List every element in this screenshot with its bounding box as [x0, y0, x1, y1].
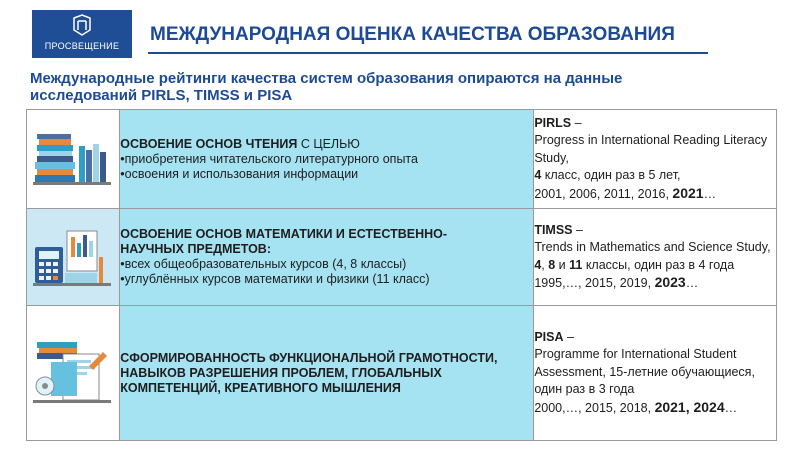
subtitle-line-2: исследований PIRLS, TIMSS и PISA: [30, 87, 293, 104]
study-years: [534, 399, 776, 418]
row-study-cell: [534, 110, 777, 209]
study-frequency: [534, 257, 776, 275]
study-dash: –: [563, 329, 574, 344]
study-name: Trends in Mathematics and Science Study,: [534, 240, 771, 254]
grade-number: 4: [534, 168, 542, 183]
table-row-pisa: [27, 306, 777, 441]
row-theme-cell: [120, 110, 534, 209]
row-theme-cell: [120, 306, 534, 441]
years-text: 1995,…, 2015, 2019,: [534, 276, 655, 290]
study-dash: –: [571, 115, 582, 130]
logo-mark-icon: [73, 14, 91, 36]
row-study-cell: [534, 306, 777, 441]
study-frequency: один раз в 3 года: [534, 382, 635, 397]
theme-heading-line: ОСВОЕНИЕ ОСНОВ МАТЕМАТИКИ И ЕСТЕСТВЕННО-: [120, 227, 448, 241]
frequency-text: класс, один раз в 5 лет,: [541, 168, 681, 183]
page-subtitle: [30, 70, 750, 104]
logo-text: ПРОСВЕЩЕНИЕ: [44, 41, 120, 51]
theme-bullet: • освоения и использования информации: [120, 167, 533, 182]
grade-separator: и: [555, 257, 570, 272]
publisher-logo: [32, 10, 132, 58]
study-code: PIRLS: [534, 115, 572, 130]
study-years: [534, 274, 776, 293]
frequency-text: классы, один раз в 4 года: [582, 257, 735, 272]
row-illustration: [27, 209, 120, 306]
study-title: [534, 222, 776, 240]
row-theme-cell: [120, 209, 534, 306]
theme-text: ОСВОЕНИЕ ОСНОВ ЧТЕНИЯ: [120, 136, 298, 151]
row-study-cell: [534, 209, 777, 306]
years-highlight: 2021, 2024: [654, 398, 725, 415]
calculator-icon: [33, 227, 113, 287]
study-name: Programme for International Student Assessment, 15-летние обучающиеся,: [534, 347, 755, 379]
subtitle-line-1: Международные рейтинги качества систем образования опираются на данные: [30, 70, 623, 87]
assessment-table: [26, 109, 777, 441]
theme-bullet: • приобретения читательского литературного опыта: [120, 152, 533, 167]
theme-heading: [120, 137, 533, 152]
years-text: 2000,…, 2015, 2018,: [534, 400, 655, 415]
study-dash: –: [572, 222, 583, 237]
row-illustration: [27, 110, 120, 209]
study-code: TIMSS: [534, 222, 573, 237]
years-highlight: 2021: [672, 184, 704, 201]
grade-separator: ,: [541, 257, 549, 272]
years-ellipsis: …: [703, 186, 717, 201]
table-row-timss: [27, 209, 777, 306]
study-frequency: [534, 167, 776, 185]
years-ellipsis: …: [724, 400, 738, 415]
study-title: [534, 329, 776, 347]
title-underline: [148, 52, 708, 54]
study-title: [534, 115, 776, 133]
books-icon: [33, 128, 113, 190]
theme-heading: СФОРМИРОВАННОСТЬ ФУНКЦИОНАЛЬНОЙ ГРАМОТНОСТИ, НАВЫКОВ РАЗРЕШЕНИЯ ПРОБЛЕМ, ГЛОБАЛЬНЫХ КОМПЕТЕНЦИЙ, КРЕАТИВНОГО МЫШЛЕНИЯ: [120, 350, 498, 395]
study-years: [534, 185, 776, 204]
table-row-pirls: [27, 110, 777, 209]
grade-number: 11: [569, 257, 583, 272]
years-highlight: 2023: [654, 274, 686, 290]
theme-bullet: • всех общеобразовательных курсов (4, 8 классы): [120, 257, 533, 272]
documents-icon: [33, 340, 113, 406]
years-text: 2001, 2006, 2011, 2016,: [534, 186, 673, 201]
study-name: Progress in International Reading Literacy Study,: [534, 133, 768, 165]
row-illustration: [27, 306, 120, 441]
grade-number: 8: [548, 257, 556, 272]
grade-number: 4: [534, 257, 542, 272]
theme-suffix: С ЦЕЛЬЮ: [297, 136, 360, 151]
years-ellipsis: …: [685, 276, 699, 290]
study-code: PISA: [534, 329, 564, 344]
page-title: МЕЖДУНАРОДНАЯ ОЦЕНКА КАЧЕСТВА ОБРАЗОВАНИЯ: [150, 24, 675, 45]
theme-heading-line: НАУЧНЫХ ПРЕДМЕТОВ:: [120, 242, 271, 256]
theme-bullet: • углублённых курсов математики и физики (11 класс): [120, 272, 533, 287]
